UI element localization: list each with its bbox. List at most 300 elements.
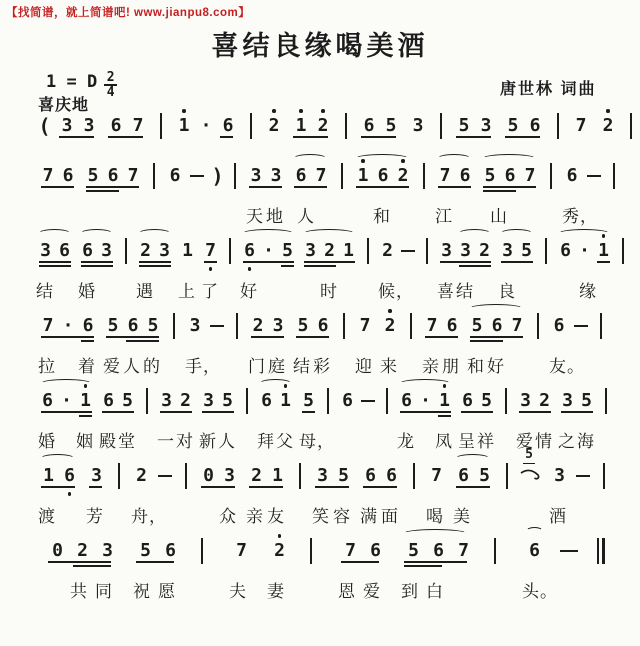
note-digit: 6	[553, 315, 565, 336]
note-digit: 3	[520, 390, 531, 411]
beam-underline	[41, 486, 75, 488]
beam-underline	[108, 136, 143, 138]
note-digit: 3	[554, 465, 565, 486]
lyric-syllable: 海	[577, 432, 595, 451]
barline	[201, 538, 203, 564]
octave-dot-above	[182, 109, 186, 113]
note-digit: 6	[504, 165, 516, 186]
lyric-syllable: 亲	[246, 507, 264, 526]
duration-dash	[158, 475, 172, 477]
note-cell	[480, 165, 540, 187]
lyric-syllable: 新	[199, 432, 217, 451]
note-cell	[83, 165, 143, 187]
lyric-syllable: 情	[535, 432, 553, 451]
beam-underline	[483, 186, 536, 188]
note-digit: 6	[370, 540, 381, 561]
lyric-syllable: 恩	[338, 582, 356, 601]
barline	[327, 388, 329, 414]
lyric-syllable: 人	[218, 432, 236, 451]
lyric-syllable: 人	[297, 207, 315, 226]
note-cell	[136, 240, 174, 262]
note-cell	[426, 465, 447, 487]
slur-arc	[38, 229, 71, 238]
octave-dot-above	[278, 534, 282, 538]
slur-arc	[40, 454, 75, 463]
lyric-syllable: 龙	[397, 432, 415, 451]
note-digit: 5	[458, 115, 470, 136]
note-digit: 3	[224, 465, 235, 486]
fermata-arc	[526, 527, 543, 535]
beam-underline	[201, 486, 235, 488]
barline	[367, 238, 369, 264]
beam-underline	[81, 261, 113, 263]
beam-underline	[204, 261, 217, 263]
note-digit: 2	[140, 240, 151, 261]
lyric-syllable: 亲	[422, 357, 440, 376]
note-digit: 2	[479, 240, 490, 261]
note-digit: 6	[295, 165, 307, 186]
slide-curve-icon	[519, 468, 543, 482]
note-cell	[45, 540, 120, 562]
lyric-syllable: 人	[123, 357, 141, 376]
note-digit: 1	[439, 390, 450, 411]
beam-underline	[296, 336, 329, 338]
note-digit: 2	[324, 240, 335, 261]
octave-dot-below	[248, 267, 252, 271]
barline	[125, 238, 127, 264]
lyric-syllable: 好	[487, 357, 505, 376]
lyric-syllable: 祥	[477, 432, 495, 451]
lyric-syllable: 美	[453, 507, 471, 526]
note-cell	[38, 165, 78, 187]
note-cell	[597, 115, 619, 137]
beam-underline	[501, 261, 533, 263]
lyric-syllable: 酒	[549, 507, 567, 526]
lyric-syllable: 和	[467, 357, 485, 376]
barline	[160, 113, 162, 139]
note-cell	[201, 240, 220, 262]
note-digit: 7	[42, 315, 54, 336]
lyric-syllable: 舟，	[131, 507, 167, 526]
note-digit: 5	[479, 465, 490, 486]
beam-underline-2	[438, 415, 451, 417]
barline	[613, 163, 615, 189]
note-digit: 1	[80, 390, 91, 411]
lyric-syllable: 对	[176, 432, 194, 451]
note-digit: 6	[459, 165, 471, 186]
lyric-syllable: 芳	[86, 507, 104, 526]
note-cell	[522, 540, 547, 562]
lyric-syllable: 殿	[99, 432, 117, 451]
note-digit: ·	[579, 240, 590, 261]
note-cell	[36, 240, 74, 262]
note-cell	[267, 540, 292, 562]
note-digit: 2	[251, 465, 262, 486]
slur-arc	[455, 454, 490, 463]
lyric-syllable: 拉	[38, 357, 56, 376]
note-digit: 6	[82, 315, 94, 336]
lyric-syllable: 来	[380, 357, 398, 376]
note-digit: 6	[365, 465, 376, 486]
note-digit: 6	[566, 165, 578, 186]
barline	[310, 538, 312, 564]
note-cell	[516, 390, 554, 412]
note-digit: 1	[43, 465, 54, 486]
barline	[413, 463, 415, 489]
lyric-syllable: 父	[276, 432, 294, 451]
beam-underline	[294, 186, 327, 188]
barline	[494, 538, 496, 564]
barline	[173, 313, 175, 339]
lyric-syllable: 门	[248, 357, 266, 376]
beam-underline	[400, 411, 451, 413]
beam-underline-2	[126, 340, 159, 342]
lyric-syllable: 祝	[133, 582, 151, 601]
lyric-syllable: 秀，	[562, 207, 598, 226]
note-digit: ·	[420, 390, 431, 411]
beam-underline	[139, 261, 171, 263]
barline	[250, 113, 252, 139]
duration-dash	[560, 550, 578, 552]
beam-underline	[106, 336, 159, 338]
final-barline-thin	[597, 538, 599, 564]
note-digit: 3	[102, 540, 113, 561]
note-digit: 3	[412, 115, 424, 136]
beam-underline-2	[81, 265, 113, 267]
octave-dot-above	[388, 309, 392, 313]
note-cell	[498, 240, 536, 262]
tempo-marking: 喜庆地	[38, 97, 90, 114]
note-cell	[165, 165, 185, 187]
note-digit: 3	[83, 115, 95, 136]
note-cell	[240, 240, 297, 262]
note-cell	[380, 315, 400, 337]
beam-underline	[39, 261, 71, 263]
lyric-syllable: 婚	[78, 282, 96, 301]
note-digit: 2	[382, 240, 393, 261]
song-title: 喜结良缘喝美酒	[211, 31, 429, 61]
note-cell	[246, 165, 286, 187]
note-digit: 6	[169, 165, 181, 186]
note-digit: 6	[62, 165, 74, 186]
lyric-syllable: 面	[381, 507, 399, 526]
note-cell	[56, 115, 100, 137]
note-digit: 6	[82, 240, 93, 261]
beam-underline-2	[281, 265, 294, 267]
slur-arc	[458, 229, 491, 238]
note-digit: 5	[122, 390, 133, 411]
beam-underline	[304, 261, 355, 263]
note-digit: 6	[107, 165, 119, 186]
barline	[537, 313, 539, 339]
lyric-syllable: 之	[558, 432, 576, 451]
beam-underline	[249, 186, 282, 188]
barline	[234, 163, 236, 189]
slur-arc	[80, 229, 113, 238]
lyric-syllable: 结	[293, 357, 311, 376]
beam-underline	[243, 261, 294, 263]
note-cell	[248, 315, 288, 337]
note-cell	[338, 540, 388, 562]
note-digit: 6	[222, 115, 234, 136]
note-digit: 6	[433, 540, 444, 561]
note-cell	[355, 315, 375, 337]
lyric-syllable: 一	[157, 432, 175, 451]
lyric-syllable: 结	[456, 282, 474, 301]
beam-underline	[363, 486, 397, 488]
duration-dash	[361, 400, 375, 402]
lyric-syllable: 白	[426, 582, 444, 601]
lyric-syllable: 手，	[185, 357, 221, 376]
composer-credit: 唐世林 词曲	[500, 81, 597, 98]
note-cell	[99, 390, 137, 412]
lyric-syllable: 爱	[363, 582, 381, 601]
note-digit: 7	[359, 315, 371, 336]
note-digit: 2	[268, 115, 280, 136]
note-cell	[458, 390, 496, 412]
beam-underline	[202, 411, 234, 413]
lyric-syllable: 天	[246, 207, 264, 226]
octave-dot-above	[606, 109, 610, 113]
barline	[299, 463, 301, 489]
note-digit: 6	[244, 240, 255, 261]
lyric-syllable: 满	[360, 507, 378, 526]
beam-underline-2	[597, 261, 610, 263]
note-digit: 6	[103, 390, 114, 411]
note-digit: 6	[458, 465, 469, 486]
note-digit: 6	[529, 540, 540, 561]
barline	[345, 113, 347, 139]
note-digit: 5	[87, 165, 99, 186]
note-digit: 5	[107, 315, 119, 336]
note-cell	[229, 540, 254, 562]
beam-underline	[315, 486, 349, 488]
note-digit: 7	[426, 315, 438, 336]
note-digit: 5	[140, 540, 151, 561]
octave-dot-above	[272, 109, 276, 113]
time-denominator: 4	[106, 85, 115, 100]
note-digit: 5	[297, 315, 309, 336]
note-digit: 7	[524, 165, 536, 186]
lyric-syllable: 容	[333, 507, 351, 526]
note-cell	[437, 240, 494, 262]
duration-dash	[574, 325, 588, 327]
slur-arc	[259, 379, 292, 388]
note-cell	[103, 315, 163, 337]
note-digit: 7	[458, 540, 469, 561]
beam-underline-2	[483, 190, 516, 192]
note-digit: 6	[363, 115, 375, 136]
beam-underline-2	[470, 340, 503, 342]
octave-dot-below	[209, 267, 213, 271]
lyric-syllable: 姻	[76, 432, 94, 451]
note-cell	[301, 240, 358, 262]
note-cell	[299, 390, 318, 412]
note-digit: 6	[491, 315, 503, 336]
beam-underline	[102, 411, 134, 413]
lyric-syllable: 凤	[435, 432, 453, 451]
barline	[236, 313, 238, 339]
lyric-syllable: 渡	[38, 507, 56, 526]
barline	[603, 463, 605, 489]
slur-arc	[242, 229, 294, 238]
note-cell	[257, 390, 295, 412]
lyric-syllable: 江	[435, 207, 453, 226]
note-cell	[562, 165, 582, 187]
note-cell	[467, 315, 527, 337]
note-digit: 3	[480, 115, 492, 136]
barline	[153, 163, 155, 189]
beam-underline	[160, 411, 192, 413]
note-cell	[157, 390, 195, 412]
final-barline-thick	[602, 538, 605, 564]
note-digit: 3	[40, 240, 51, 261]
slur-arc	[399, 379, 451, 388]
note-digit: 6	[342, 390, 353, 411]
lyric-syllable: 爱	[516, 432, 534, 451]
barline	[146, 388, 148, 414]
lyric-syllable: 头。	[522, 582, 558, 601]
note-cell	[397, 390, 454, 412]
note-digit: 0	[52, 540, 63, 561]
duration-dash	[401, 250, 415, 252]
beam-underline	[220, 136, 233, 138]
lyric-syllable: 庭	[268, 357, 286, 376]
note-cell	[570, 115, 592, 137]
lyric-syllable: 众	[219, 507, 237, 526]
barline	[557, 113, 559, 139]
beam-underline-2	[304, 265, 336, 267]
beam-underline	[356, 186, 409, 188]
note-cell	[38, 390, 95, 412]
beam-underline	[41, 336, 94, 338]
note-cell	[360, 465, 402, 487]
lyric-syllable: 堂	[118, 432, 136, 451]
barline	[622, 238, 624, 264]
grace-underline	[523, 463, 535, 464]
note-digit: 3	[189, 315, 201, 336]
note-digit: 3	[272, 315, 284, 336]
beam-underline	[41, 186, 74, 188]
note-cell	[199, 390, 237, 412]
note-digit: 6	[560, 240, 571, 261]
note-cell	[502, 115, 546, 137]
note-digit: 3	[317, 465, 328, 486]
note-digit: 7	[42, 165, 54, 186]
beam-underline-2	[79, 415, 92, 417]
note-digit: 2	[384, 315, 396, 336]
lyric-syllable: 彩	[313, 357, 331, 376]
note-cell	[549, 315, 569, 337]
note-cell	[378, 240, 397, 262]
note-cell	[401, 540, 476, 562]
lyric-syllable: 喝	[426, 507, 444, 526]
note-cell	[178, 240, 197, 262]
note-digit: 5	[471, 315, 483, 336]
note-digit: 1	[280, 390, 291, 411]
octave-dot-above	[321, 109, 325, 113]
lyric-syllable: 母，	[299, 432, 335, 451]
note-cell	[185, 315, 205, 337]
beam-underline	[438, 186, 471, 188]
octave-dot-below	[68, 492, 72, 496]
note-digit: 7	[439, 165, 451, 186]
note-digit: ·	[62, 315, 74, 336]
slur-arc	[403, 529, 467, 538]
note-digit: ·	[61, 390, 72, 411]
note-digit: 7	[575, 115, 587, 136]
beam-underline-2	[86, 190, 119, 192]
note-digit: 5	[147, 315, 159, 336]
beam-underline	[41, 411, 92, 413]
note-digit: 6	[317, 315, 329, 336]
lyric-syllable: 呈	[458, 432, 476, 451]
octave-dot-above	[299, 109, 303, 113]
lyric-syllable: 和	[373, 207, 391, 226]
lyric-syllable: 着	[78, 357, 96, 376]
note-cell	[453, 465, 495, 487]
note-cell	[86, 465, 107, 487]
lyric-syllable: 遇	[136, 282, 154, 301]
lyric-syllable: 候，	[378, 282, 414, 301]
barline	[630, 113, 632, 139]
beam-underline	[136, 561, 174, 563]
slur-arc	[437, 154, 471, 163]
barline	[506, 463, 508, 489]
note-digit: 2	[136, 465, 147, 486]
barline	[185, 463, 187, 489]
slur-arc	[469, 304, 523, 313]
note-digit: 3	[460, 240, 471, 261]
note-digit: 5	[385, 115, 397, 136]
note-cell	[358, 115, 402, 137]
beam-underline-2	[39, 265, 71, 267]
lyric-syllable: 时	[320, 282, 338, 301]
note-digit: 1	[182, 240, 193, 261]
barline	[410, 313, 412, 339]
barline	[423, 163, 425, 189]
note-digit: 2	[539, 390, 550, 411]
note-digit: 2	[180, 390, 191, 411]
note-digit: 6	[127, 315, 139, 336]
note-digit: 5	[222, 390, 233, 411]
note-cell	[217, 115, 239, 137]
slur-arc	[500, 229, 533, 238]
note-cell	[293, 315, 333, 337]
note-digit: 6	[529, 115, 541, 136]
note-cell	[549, 465, 570, 487]
note-digit: 7	[205, 240, 216, 261]
note-digit: 5	[408, 540, 419, 561]
beam-underline	[425, 336, 458, 338]
note-cell	[78, 240, 116, 262]
note-digit: 5	[481, 390, 492, 411]
lyric-syllable: 笑	[312, 507, 330, 526]
duration-dash	[210, 325, 224, 327]
lyric-syllable: 了	[201, 282, 219, 301]
note-digit: 6	[446, 315, 458, 336]
note-digit: 6	[462, 390, 473, 411]
note-digit: 6	[42, 390, 53, 411]
beam-underline-2	[73, 565, 111, 567]
lyric-syllable: 友。	[549, 357, 585, 376]
note-cell	[558, 390, 596, 412]
lyric-syllable: 地	[266, 207, 284, 226]
lyric-syllable: 结	[36, 282, 54, 301]
lyric-syllable: 夫	[229, 582, 247, 601]
note-digit: 1	[272, 465, 283, 486]
intro-paren: )	[211, 164, 224, 188]
